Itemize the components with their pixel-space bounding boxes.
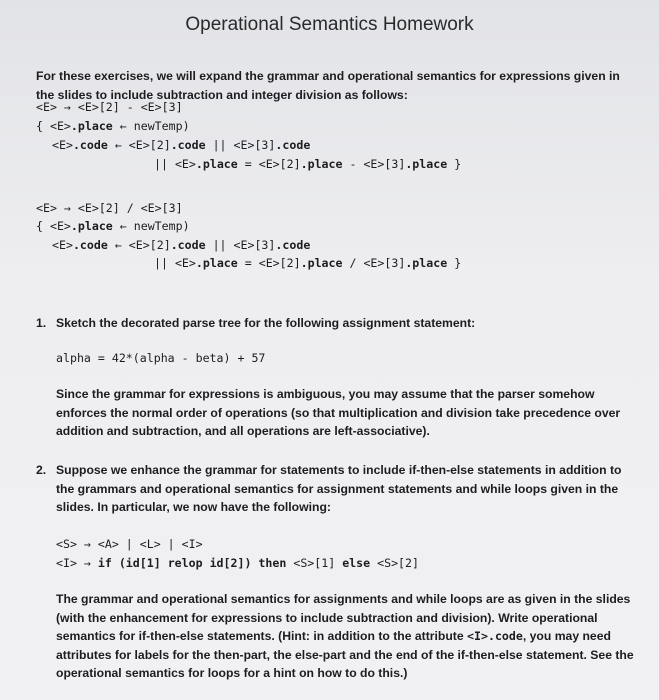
text: || <E>[3] — [205, 238, 276, 252]
q1-prompt: Sketch the decorated parse tree for the following assignment statement: — [56, 316, 476, 330]
rule1-place-line — [36, 119, 190, 133]
text: <I> → — [56, 556, 98, 570]
q1-note: Since the grammar for expressions is ambiguous, you may assume that the parser somehow enforces the normal order of operations (so that multiplication and division take precedence over addition and subtraction, and all operations are left-associative). — [56, 387, 621, 438]
q1-statement: alpha = 42*(alpha - beta) + 57 — [56, 351, 266, 365]
text: } — [447, 256, 462, 270]
text: .place — [405, 256, 448, 270]
text: .code — [275, 138, 311, 152]
text: || <E> — [154, 256, 196, 270]
rule1-production: <E> → <E>[2] - <E>[3] — [36, 100, 183, 114]
text: || <E> — [154, 157, 196, 171]
text: { <E> — [36, 219, 71, 233]
text: .code — [170, 238, 206, 252]
text: ← <E>[2] — [107, 238, 171, 252]
text: .place — [195, 157, 238, 171]
text: .code — [72, 238, 108, 252]
q2-grammar-s: <S> → <A> | <L> | <I> — [56, 537, 203, 551]
text: = <E>[2] — [237, 256, 301, 270]
page-title: Operational Semantics Homework — [185, 14, 474, 35]
text: .code — [275, 238, 311, 252]
rule2-production: <E> → <E>[2] / <E>[3] — [36, 201, 183, 215]
rule2-place-line — [36, 219, 190, 233]
q2-body — [56, 590, 640, 683]
text: .place — [405, 157, 448, 171]
text: / <E>[3] — [342, 256, 406, 270]
text: ← newTemp) — [112, 219, 190, 233]
q2-grammar-i — [56, 556, 419, 570]
text: ← newTemp) — [112, 119, 190, 133]
text: } — [447, 157, 462, 171]
text: <S>[2] — [370, 556, 419, 570]
text: .place — [70, 219, 113, 233]
q2-number: 2. — [36, 463, 47, 477]
text: .place — [300, 157, 343, 171]
text: , you may need attributes for labels for the then-part, the else-part and the end of the if-then-else statement. See the operational semantics for loops for a hint on how to do this.) — [56, 629, 634, 680]
text: The grammar and operational semantics for assignments and while loops are as given in the slides (with the enhancement for expressions to include subtraction and division). Write operational semantics for if-then-else statements. (Hint: in addition to the attribute — [56, 592, 631, 643]
rule2-place-expr-line — [154, 256, 461, 270]
text: { <E> — [36, 119, 71, 133]
text: .place — [300, 256, 343, 270]
text: .place — [70, 119, 113, 133]
rule2-code-line — [52, 238, 310, 252]
text: else — [342, 556, 371, 570]
text: if (id[1] relop id[2]) then — [97, 556, 287, 570]
intro-paragraph: For these exercises, we will expand the grammar and operational semantics for expressions given in the slides to include subtraction and integer division as follows: — [36, 69, 620, 102]
text: <S>[1] — [286, 556, 343, 570]
rule1-code-line — [52, 138, 310, 152]
text: = <E>[2] — [237, 157, 301, 171]
text: || <E>[3] — [205, 138, 276, 152]
rule1-place-expr-line — [154, 157, 461, 171]
q1-number: 1. — [36, 316, 47, 330]
text: <I>.code — [467, 629, 523, 643]
text: <E> — [52, 138, 73, 152]
text: <E> — [52, 238, 73, 252]
text: .code — [170, 138, 206, 152]
text: - <E>[3] — [342, 157, 406, 171]
q2-prompt: Suppose we enhance the grammar for statements to include if-then-else statements in addition to the grammars and operational semantics for assignment statements and while loops given in the slides. In particular, we now have the following: — [56, 463, 622, 514]
text: ← <E>[2] — [107, 138, 171, 152]
text: .code — [72, 138, 108, 152]
text: .place — [195, 256, 238, 270]
